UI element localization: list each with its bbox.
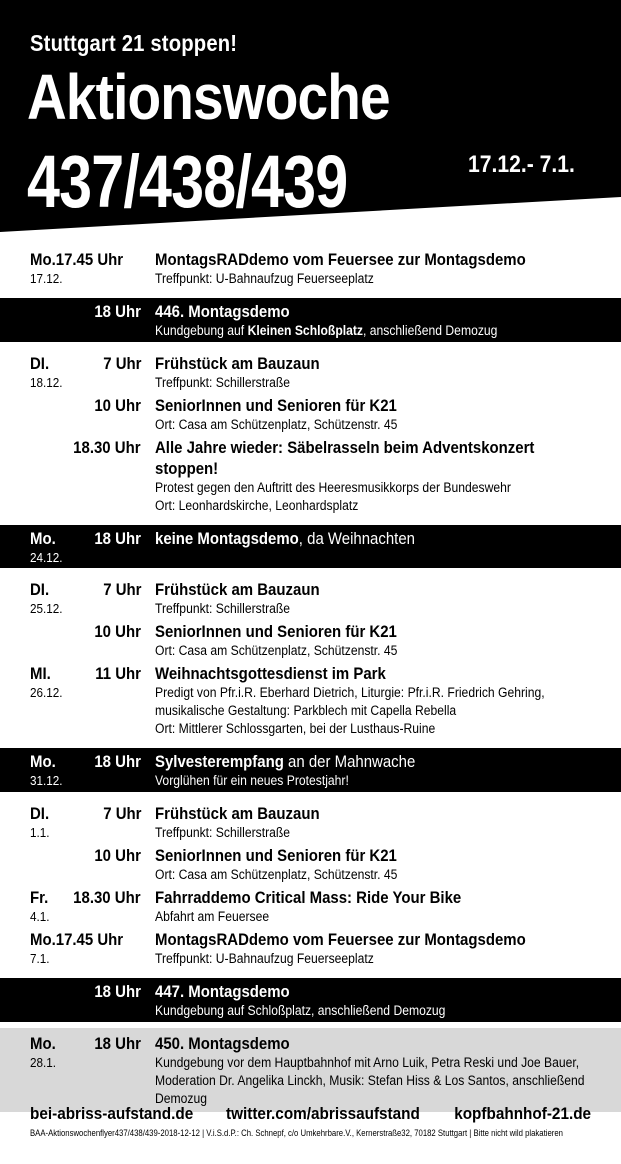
header-pretitle: Stuttgart 21 stoppen! [30,30,238,56]
event-date: 4.1. [30,909,50,924]
event-time: 10 Uhr [94,622,141,641]
event-date: 25.12. [30,601,63,616]
event-title [155,751,589,772]
event-detail-emphasis: Kleinen Schloßplatz [247,323,364,338]
event-content [155,663,621,738]
event-date: 28.1. [30,1055,57,1070]
event-detail: Abfahrt am Feuersee [155,909,270,924]
event-detail: Treffpunkt: Schillerstraße [155,825,291,840]
event-date: 18.12. [30,375,63,390]
event-when [0,621,155,660]
event-content [155,803,621,842]
event-when [0,301,155,340]
event-day: DI. [30,580,50,599]
event-detail: Kundgebung auf Schloßplatz, anschließend Demozug [155,1003,446,1018]
event-day: MI. [30,664,51,683]
event-group [0,748,621,792]
event-content [155,395,621,434]
event-content [155,751,621,790]
footer-links [0,1104,621,1126]
event-row [0,803,621,842]
event-title [155,887,589,908]
header-dates: 17.12.- 7.1. [468,151,575,178]
event-row [0,353,621,392]
event-title-text: Weihnachtsgottesdienst im Park [155,664,386,683]
event-detail: Ort: Leonhardskirche, Leonhardsplatz [155,498,359,513]
event-title [155,1033,589,1054]
event-time: 7 Uhr [102,580,141,599]
event-row [0,301,621,340]
event-title-text: Frühstück am Bauzaun [155,580,320,599]
event-title-text: 450. Montagsdemo [155,1034,290,1053]
event-detail: Ort: Mittlerer Schlossgarten, bei der Lusthaus-Ruine [155,721,436,736]
event-detail-text: , anschließend Demozug [363,323,498,338]
event-day: DI. [30,804,50,823]
event-when [0,663,155,738]
event-time: 18.30 Uhr [73,888,141,907]
event-date: 24.12. [30,550,63,565]
event-day: Mo. [30,1034,56,1053]
event-title-text: SeniorInnen und Senioren für K21 [155,846,397,865]
event-date: 31.12. [30,773,63,788]
event-date: 26.12. [30,685,63,700]
event-time: 11 Uhr [95,664,141,683]
event-group [0,298,621,342]
event-time: 18 Uhr [94,982,141,1001]
event-content [155,1033,621,1108]
event-title-text: Alle Jahre wieder: Säbelrasseln beim Adventskonzert stoppen! [155,438,535,478]
event-detail: Vorglühen für ein neues Protestjahr! [155,773,349,788]
event-detail: Ort: Casa am Schützenplatz, Schützenstr. 45 [155,643,398,658]
event-group [0,798,621,972]
event-time: 18 Uhr [94,1034,141,1053]
event-title-text: SeniorInnen und Senioren für K21 [155,396,397,415]
footer [0,1104,621,1138]
event-title [155,845,589,866]
event-day: Fr. [30,888,49,907]
event-date: 7.1. [30,951,50,966]
event-row [0,751,621,790]
link-twitter[interactable]: twitter.com/abrissaufstand [226,1104,420,1123]
event-time: 10 Uhr [94,396,141,415]
event-group [0,525,621,568]
event-content [155,621,621,660]
event-detail: Protest gegen den Auftritt des Heeresmusikkorps der Bundeswehr [155,480,511,495]
event-day: Mo. [30,752,56,771]
event-title-suffix: an der Mahnwache [283,752,416,771]
event-day: Mo.17.45 Uhr [30,930,124,949]
event-day: Mo. [30,529,56,548]
event-title [155,929,589,950]
event-title [155,803,589,824]
event-day: DI. [30,354,50,373]
event-time: 10 Uhr [94,846,141,865]
event-when [0,353,155,392]
event-content [155,528,621,566]
event-time: 18 Uhr [94,752,141,771]
event-when [0,929,155,968]
event-title-text: Sylvesterempfang [155,752,284,771]
event-content [155,249,621,288]
event-date: 17.12. [30,271,63,286]
event-time: 18 Uhr [94,529,141,548]
event-time: 7 Uhr [102,804,141,823]
event-content [155,845,621,884]
event-title [155,249,589,270]
event-when [0,437,155,515]
event-detail: Predigt von Pfr.i.R. Eberhard Dietrich, Liturgie: Pfr.i.R. Friedrich Gehring, musikalische Gestaltung: Parkblech mit Capella Rebella [155,685,545,718]
event-group [0,978,621,1022]
event-detail-text: Kundgebung auf [155,323,248,338]
header-title: Aktionswoche [27,61,390,133]
event-group [0,348,621,519]
event-title-text: MontagsRADdemo vom Feuersee zur Montagsdemo [155,250,526,269]
event-detail: Treffpunkt: Schillerstraße [155,601,291,616]
event-title-text: keine Montagsdemo [155,529,299,548]
event-title [155,579,589,600]
event-detail [155,322,591,340]
event-content [155,301,621,340]
event-title [155,301,589,322]
event-detail: Treffpunkt: U-Bahnaufzug Feuerseeplatz [155,951,374,966]
event-row [0,395,621,434]
event-title [155,353,589,374]
event-content [155,981,621,1020]
event-title [155,663,589,684]
event-title-text: Frühstück am Bauzaun [155,354,320,373]
event-detail: Treffpunkt: U-Bahnaufzug Feuerseeplatz [155,271,374,286]
event-row [0,845,621,884]
event-title-suffix: , da Weihnachten [298,529,415,548]
event-when [0,249,155,288]
event-title-text: 447. Montagsdemo [155,982,290,1001]
event-group [0,574,621,742]
event-time: 18 Uhr [94,302,141,321]
event-row [0,663,621,738]
event-row [0,621,621,660]
event-detail: Ort: Casa am Schützenplatz, Schützenstr. 45 [155,867,398,882]
event-detail: Treffpunkt: Schillerstraße [155,375,291,390]
event-time: 7 Uhr [102,354,141,373]
event-content [155,929,621,968]
event-row [0,579,621,618]
event-group [0,244,621,292]
event-group [0,1028,621,1112]
event-when [0,845,155,884]
event-when [0,528,155,566]
event-title [155,437,589,479]
event-detail: Kundgebung vor dem Hauptbahnhof mit Arno Luik, Petra Reski und Joe Bauer, Moderation Dr. Angelika Linckh, Musik: Stefan Hiss & Los Santos, anschließend Demozug [155,1055,585,1106]
link-bei-abriss-aufstand[interactable]: bei-abriss-aufstand.de [30,1104,194,1123]
event-title [155,621,589,642]
event-when [0,751,155,790]
event-row [0,249,621,288]
event-content [155,887,621,926]
event-when [0,981,155,1020]
header [0,0,621,244]
event-when [0,887,155,926]
schedule [0,244,621,1112]
event-content [155,353,621,392]
imprint: BAA-Aktionswochenflyer437/438/439-2018-12-12 | V.i.S.d.P.: Ch. Schnepf, c/o Umkehrbare.V., Kernerstraße32, 70182 Stuttgart | Bitte nicht wild plakatieren [30,1128,563,1138]
event-when [0,395,155,434]
event-row [0,887,621,926]
event-row [0,981,621,1020]
event-content [155,579,621,618]
event-row [0,437,621,515]
event-day: Mo.17.45 Uhr [30,250,124,269]
event-date: 1.1. [30,825,50,840]
event-title [155,528,589,549]
event-content [155,437,621,515]
event-title [155,981,589,1002]
event-title-text: Frühstück am Bauzaun [155,804,320,823]
event-row [0,1033,621,1108]
event-title-text: 446. Montagsdemo [155,302,290,321]
event-time: 18.30 Uhr [73,438,141,457]
event-title-text: SeniorInnen und Senioren für K21 [155,622,397,641]
link-kopfbahnhof-21[interactable]: kopfbahnhof-21.de [454,1104,591,1123]
event-when [0,803,155,842]
event-row [0,929,621,968]
event-row [0,528,621,566]
event-title-text: MontagsRADdemo vom Feuersee zur Montagsdemo [155,930,526,949]
header-numbers: 437/438/439 [27,140,348,223]
event-detail: Ort: Casa am Schützenplatz, Schützenstr. 45 [155,417,398,432]
event-title [155,395,589,416]
event-title-text: Fahrraddemo Critical Mass: Ride Your Bike [155,888,462,907]
event-when [0,1033,155,1108]
event-when [0,579,155,618]
